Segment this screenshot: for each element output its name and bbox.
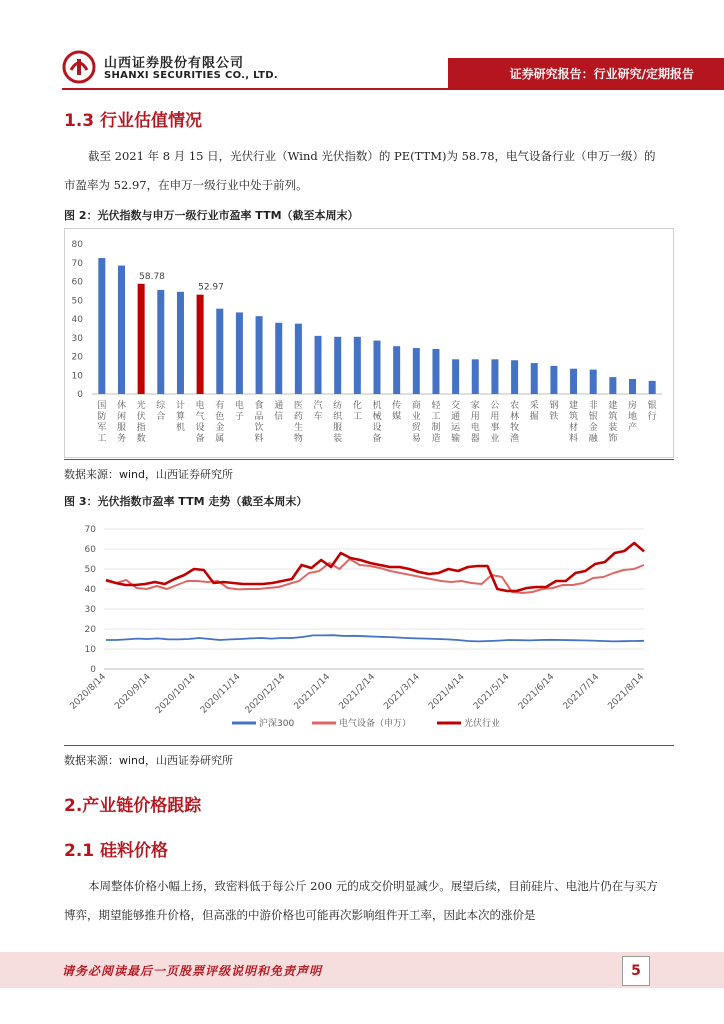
x-tick-label: 2021/4/14 (427, 672, 467, 712)
x-tick-label: 交通运输 (451, 401, 461, 444)
y-tick-label: 80 (71, 240, 83, 250)
section-1-3-paragraph (64, 142, 664, 200)
data-label: 52.97 (198, 282, 224, 293)
y-tick-label: 70 (71, 258, 83, 269)
bar (570, 369, 577, 394)
y-tick-label: 70 (84, 525, 96, 535)
bar (649, 381, 656, 394)
bar (609, 377, 616, 394)
x-tick-label: 计算机 (175, 401, 185, 433)
x-tick-label: 化工 (352, 401, 362, 422)
y-tick-label: 50 (71, 296, 83, 307)
bar (118, 266, 125, 394)
y-tick-label: 30 (84, 605, 96, 615)
figure-3-source: 数据来源：wind，山西证券研究所 (64, 754, 234, 767)
x-tick-label: 2021/6/14 (516, 672, 557, 712)
bar (177, 292, 184, 394)
x-tick-label: 2021/5/14 (471, 672, 512, 712)
bar (511, 360, 518, 394)
x-tick-label: 公用事业 (490, 401, 500, 444)
disclaimer-note: 请务必阅读最后一页股票评级说明和免责声明 (62, 964, 323, 978)
legend-label: 沪深300 (259, 719, 295, 729)
bar (413, 348, 420, 394)
section-2-1-paragraph (64, 872, 660, 930)
x-tick-label: 2021/8/14 (606, 672, 647, 712)
section-heading-2: 2.产业链价格跟踪 (64, 796, 202, 816)
x-tick-label: 银行 (647, 401, 657, 422)
x-tick-label: 家用电器 (470, 401, 480, 444)
series-line (106, 635, 644, 641)
x-tick-label: 2021/1/14 (292, 672, 333, 712)
y-tick-label: 20 (84, 625, 96, 635)
bar (472, 359, 479, 394)
y-tick-label: 50 (84, 565, 96, 575)
x-tick-label: 建筑材料 (569, 401, 579, 444)
bar (531, 363, 538, 394)
x-tick-label: 房地产 (628, 401, 638, 433)
x-tick-label: 2020/10/14 (154, 672, 198, 716)
x-tick-label: 2020/11/14 (198, 672, 243, 716)
x-tick-label: 光伏指数 (136, 401, 146, 444)
data-label: 58.78 (139, 271, 165, 282)
figure-3-rule (64, 745, 674, 746)
bar (590, 370, 597, 394)
bar (315, 336, 322, 394)
bar (197, 295, 204, 394)
page-number: 5 (622, 956, 650, 986)
bar (629, 379, 636, 394)
x-tick-label: 2020/12/14 (243, 672, 288, 716)
bar (354, 337, 361, 394)
x-tick-label: 2021/2/14 (337, 672, 378, 712)
x-tick-label: 有色金属 (215, 401, 225, 444)
x-tick-label: 采掘 (529, 401, 539, 422)
report-type-label: 证券研究报告：行业研究/定期报告 (509, 67, 694, 81)
x-tick-label: 2020/8/14 (68, 672, 109, 712)
report-type-banner (448, 58, 724, 88)
bar (374, 341, 381, 394)
x-tick-label: 2021/7/14 (561, 672, 602, 712)
y-tick-label: 0 (77, 390, 83, 400)
x-tick-label: 农林牧渔 (510, 401, 520, 444)
bar (334, 337, 341, 394)
figure-3-title: 图 3：光伏指数市盈率 TTM 走势（截至本周末） (64, 495, 308, 508)
bar (138, 284, 145, 394)
bar (236, 312, 243, 394)
bar (256, 316, 263, 394)
paragraph-text: 截至 2021 年 8 月 15 日，光伏行业（Wind 光伏指数）的 PE(TTM)为 58.78，电气设备行业（申万一级）的市盈率为 52.97，在申万一级行业中处于前列。 (64, 149, 656, 192)
bar (157, 290, 164, 394)
bar (98, 258, 105, 394)
x-tick-label: 钢铁 (549, 401, 559, 422)
bar (491, 359, 498, 394)
y-tick-label: 10 (71, 371, 83, 382)
x-tick-label: 电气设备 (195, 401, 205, 444)
x-tick-label: 食品饮料 (254, 401, 264, 444)
x-tick-label: 建筑装饰 (608, 401, 618, 444)
pe-bar-chart (64, 228, 674, 458)
bar (432, 349, 439, 394)
y-tick-label: 0 (90, 665, 96, 675)
paragraph-text: 本周整体价格小幅上扬，致密料低于每公斤 200 元的成交价明显减少。展望后续，目前硅片、电池片仍在与买方博弈，期望能够推升价格，但高涨的中游价格也可能再次影响组件开工率，因此本次的涨价是 (64, 879, 658, 922)
company-name-cn: 山西证券股份有限公司 (104, 56, 245, 71)
section-heading-1-3: 1.3 行业估值情况 (64, 111, 203, 131)
bar (216, 309, 223, 394)
x-tick-label: 医药生物 (293, 401, 303, 444)
y-tick-label: 60 (84, 545, 96, 555)
figure-2-title: 图 2：光伏指数与申万一级行业市盈率 TTM（截至本周末） (64, 209, 359, 222)
x-tick-label: 国防军工 (97, 401, 107, 444)
y-tick-label: 30 (71, 333, 83, 344)
x-tick-label: 2020/9/14 (113, 672, 153, 712)
x-tick-label: 汽车 (313, 401, 323, 422)
figure-2-source: 数据来源：wind，山西证券研究所 (64, 468, 234, 481)
y-tick-label: 20 (71, 352, 83, 363)
company-name-en: SHANXI SECURITIES CO., LTD. (104, 70, 278, 81)
x-tick-label: 电子 (234, 401, 244, 422)
bar (452, 359, 459, 394)
y-tick-label: 40 (84, 585, 96, 595)
x-tick-label: 2021/3/14 (382, 672, 422, 712)
x-tick-label: 综合 (156, 401, 166, 422)
bar (295, 324, 302, 394)
y-tick-label: 10 (84, 645, 96, 655)
x-tick-label: 纺织服装 (333, 401, 343, 444)
bar (550, 366, 557, 394)
legend-label: 光伏行业 (464, 719, 501, 729)
page-footer (0, 952, 724, 988)
header-divider (62, 88, 724, 90)
bar (393, 346, 400, 394)
x-tick-label: 通信 (274, 401, 284, 422)
x-tick-label: 机械设备 (372, 401, 382, 444)
x-tick-label: 传媒 (392, 401, 402, 422)
x-tick-label: 休闲服务 (116, 401, 126, 444)
bar (275, 323, 282, 394)
company-logo-icon (62, 50, 96, 84)
x-tick-label: 商业贸易 (411, 401, 421, 444)
section-heading-2-1: 2.1 硅料价格 (64, 841, 169, 861)
x-tick-label: 非银金融 (588, 401, 598, 444)
legend-label: 电气设备（申万） (339, 719, 412, 729)
y-tick-label: 40 (71, 315, 83, 325)
figure-2-rule (64, 459, 674, 460)
pe-trend-line-chart (64, 515, 674, 742)
y-tick-label: 60 (71, 277, 83, 288)
x-tick-label: 轻工制造 (431, 401, 441, 444)
